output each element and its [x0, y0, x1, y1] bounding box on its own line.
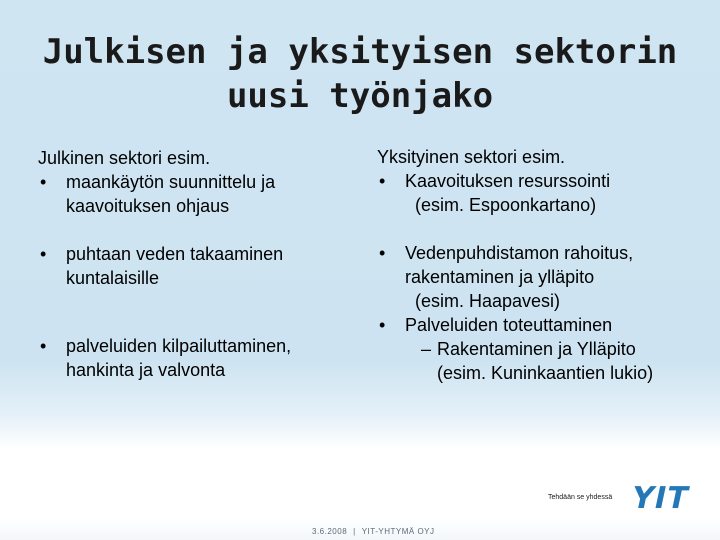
list-item: [377, 169, 697, 217]
sub-item-note: (esim. Kuninkaantien lukio): [437, 363, 654, 383]
bullet: •: [40, 336, 47, 356]
item-text: maankäytön suunnittelu ja: [66, 172, 276, 192]
sub-item-text: Rakentaminen ja Ylläpito: [437, 339, 636, 359]
footer-date: 3.6.2008: [312, 527, 348, 536]
slide-title: [20, 30, 700, 118]
list-item: [38, 334, 358, 382]
footer-company: YIT-YHTYMÄ OYJ: [361, 527, 435, 536]
footer-separator: |: [353, 527, 356, 536]
item-text: puhtaan veden takaaminen: [66, 244, 284, 264]
private-sector-heading: Yksityinen sektori esim.: [377, 147, 566, 167]
item-text: Kaavoituksen resurssointi: [405, 171, 611, 191]
item-note: (esim. Haapavesi): [415, 291, 561, 311]
item-text: kuntalaisille: [66, 268, 160, 288]
item-text: palveluiden kilpailuttaminen,: [66, 336, 292, 356]
item-text: hankinta ja valvonta: [66, 360, 226, 380]
item-text: kaavoituksen ohjaus: [66, 196, 230, 216]
list-item: [38, 170, 358, 218]
public-sector-heading: Julkinen sektori esim.: [38, 148, 211, 168]
sub-list-item: [377, 337, 697, 361]
list-item: [377, 241, 697, 313]
bullet: •: [379, 315, 386, 335]
list-item: [377, 313, 697, 337]
public-sector-column: [38, 146, 358, 382]
bullet: •: [379, 243, 386, 263]
bullet: •: [40, 172, 47, 192]
yit-logo: YIT: [628, 481, 693, 516]
item-text: Vedenpuhdistamon rahoitus,: [405, 243, 634, 263]
list-item: [38, 242, 358, 290]
item-text: rakentaminen ja ylläpito: [405, 267, 595, 287]
company-tagline: Tehdään se yhdessä: [548, 494, 613, 501]
item-note: (esim. Espoonkartano): [415, 195, 597, 215]
item-text: Palveluiden toteuttaminen: [405, 315, 613, 335]
title-line-2: uusi työnjako: [226, 76, 494, 116]
footer-text: [312, 527, 435, 536]
bullet: •: [379, 171, 386, 191]
bullet: •: [40, 244, 47, 264]
title-line-1: Julkisen ja yksityisen sektorin: [42, 32, 678, 72]
dash: –: [421, 339, 432, 359]
private-sector-column: [377, 145, 697, 385]
